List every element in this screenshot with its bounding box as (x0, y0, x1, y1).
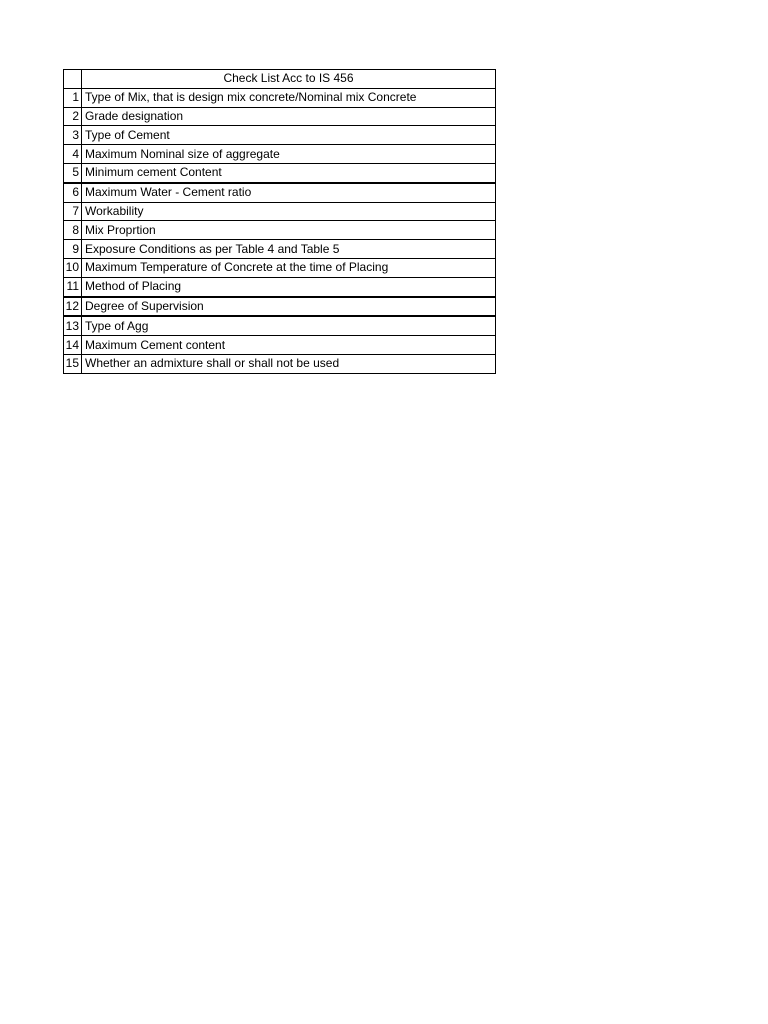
row-number: 8 (64, 221, 82, 240)
checklist-sheet (63, 69, 496, 374)
row-number: 3 (64, 126, 82, 145)
table-row (64, 221, 496, 240)
table-row (64, 183, 496, 202)
row-number: 15 (64, 354, 82, 373)
table-row (64, 145, 496, 164)
row-item: Mix Proprtion (82, 221, 496, 240)
row-item: Workability (82, 202, 496, 221)
table-row (64, 336, 496, 355)
row-number: 12 (64, 297, 82, 317)
table-row (64, 240, 496, 259)
table-header-row (64, 70, 496, 89)
table-row (64, 297, 496, 317)
table-row (64, 202, 496, 221)
table-row (64, 258, 496, 277)
table-row (64, 354, 496, 373)
row-number: 7 (64, 202, 82, 221)
row-number: 11 (64, 277, 82, 296)
row-number: 14 (64, 336, 82, 355)
table-row (64, 316, 496, 335)
table-row (64, 163, 496, 182)
row-item: Type of Cement (82, 126, 496, 145)
row-item: Maximum Temperature of Concrete at the time of Placing (82, 258, 496, 277)
row-number: 5 (64, 163, 82, 182)
row-number: 13 (64, 316, 82, 335)
row-number: 9 (64, 240, 82, 259)
row-item: Method of Placing (82, 277, 496, 296)
row-number: 4 (64, 145, 82, 164)
row-number: 1 (64, 88, 82, 107)
row-item: Maximum Water - Cement ratio (82, 183, 496, 202)
row-item: Degree of Supervision (82, 297, 496, 317)
table-row (64, 277, 496, 296)
table-row (64, 88, 496, 107)
row-item: Grade designation (82, 107, 496, 126)
row-item: Type of Mix, that is design mix concrete/Nominal mix Concrete (82, 88, 496, 107)
table-row (64, 126, 496, 145)
row-item: Whether an admixture shall or shall not be used (82, 354, 496, 373)
row-item: Maximum Nominal size of aggregate (82, 145, 496, 164)
table-row (64, 107, 496, 126)
checklist-table (63, 69, 496, 374)
row-number: 2 (64, 107, 82, 126)
row-number: 6 (64, 183, 82, 202)
row-item: Exposure Conditions as per Table 4 and Table 5 (82, 240, 496, 259)
table-title: Check List Acc to IS 456 (82, 70, 496, 89)
header-number-cell (64, 70, 82, 89)
row-item: Type of Agg (82, 316, 496, 335)
row-item: Maximum Cement content (82, 336, 496, 355)
row-item: Minimum cement Content (82, 163, 496, 182)
row-number: 10 (64, 258, 82, 277)
